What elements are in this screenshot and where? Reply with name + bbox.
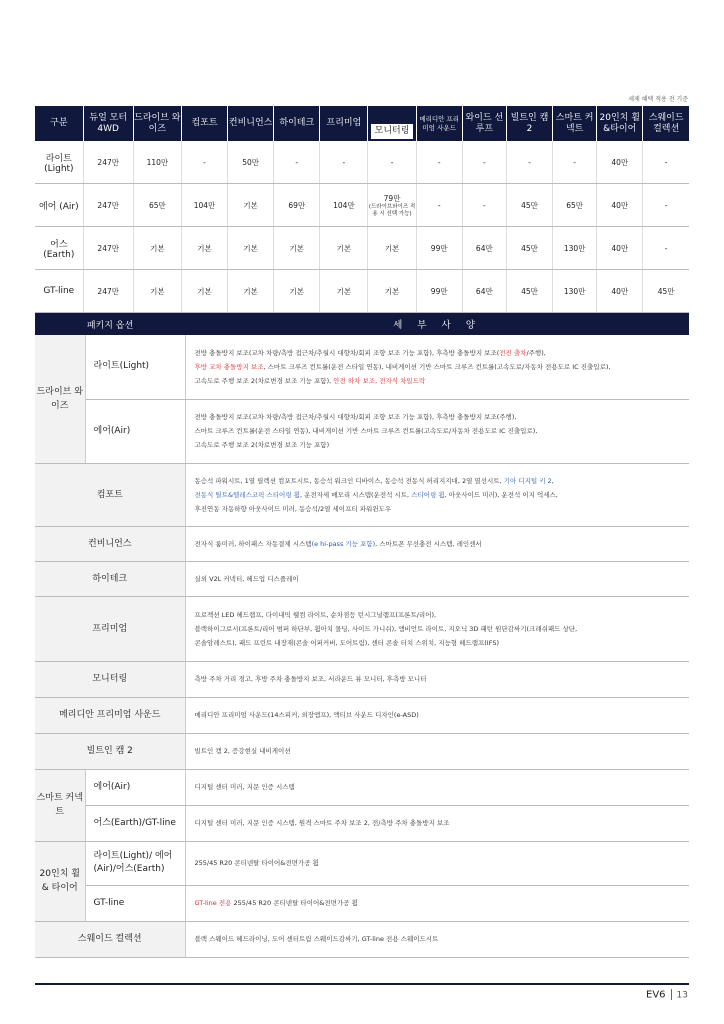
price-cell: 기본 <box>133 227 181 270</box>
price-cell: 기본 <box>133 270 181 313</box>
price-cell: 130만 <box>553 227 597 270</box>
desc-line: 고속도로 주행 보조 2(차로변경 보조 기능 포함) <box>194 441 330 449</box>
desc-line: 후진연동 자동하향 아웃사이드 미러, 동승석/2열 세이프티 파워윈도우 <box>194 504 392 513</box>
desc-line: 전동식 틸트&텔레스코픽 스티어링 휠, 운전자세 메모리 시스템(운전석 시트, 스티어링 휠, 아웃사이드 미러), 운전석 이지 억세스, <box>194 490 558 499</box>
hightech-desc: 실외 V2L 커넥터, 헤드업 디스플레이 <box>185 561 689 596</box>
price-cell: 기본 <box>274 227 320 270</box>
trim-name: 에어 (Air) <box>35 184 83 227</box>
spec-table <box>35 313 689 958</box>
comfort-desc <box>185 463 689 526</box>
price-cell: - <box>553 141 597 184</box>
header-package: 패키지 옵션 <box>35 313 185 335</box>
footer-separator <box>671 989 672 1000</box>
price-cell: 64만 <box>462 227 506 270</box>
drivewise-air-desc <box>185 399 689 463</box>
header-category: 구분 <box>35 106 83 141</box>
price-cell: 45만 <box>643 270 689 313</box>
spec-row-builtincam <box>35 733 689 769</box>
header-convenience: 컨비니언스 <box>228 106 274 141</box>
tax-note: 세제 혜택 적용 전 기준 <box>628 96 688 103</box>
spec-row-comfort <box>35 463 689 526</box>
smartconnect-earth-desc: 디지털 센터 미러, 지문 인증 시스템, 원격 스마트 주차 보조 2, 전/측방 주차 충돌방지 보조 <box>185 805 689 841</box>
price-cell: 기본 <box>368 227 416 270</box>
wheel-desc-1: 255/45 R20 콘티넨탈 타이어&전면가공 휠 <box>185 841 689 885</box>
package-comfort: 컴포트 <box>35 463 185 526</box>
price-value: 79만 <box>383 193 401 203</box>
package-drivewise: 드라이브 와이즈 <box>35 335 85 463</box>
price-row-light <box>35 141 689 184</box>
desc-line: 프로젝션 LED 헤드램프, 다이내믹 웰컴 라이트, 순차점등 턴시그널램프(프론트/리어), <box>194 610 437 619</box>
price-cell: - <box>506 141 552 184</box>
package-smartconnect: 스마트 커넥트 <box>35 769 85 841</box>
trim-air: 에어(Air) <box>85 769 185 805</box>
price-table <box>35 106 689 313</box>
price-cell: - <box>368 141 416 184</box>
spec-row-wheel-2 <box>35 885 689 921</box>
price-cell: 99만 <box>416 270 462 313</box>
footer <box>646 989 688 1001</box>
trim-light: 라이트(Light) <box>85 335 185 399</box>
trim-name: 라이트 (Light) <box>35 141 83 184</box>
header-wheel: 20인치 휠&타이어 <box>597 106 643 141</box>
drivewise-light-desc <box>185 335 689 399</box>
spec-row-drivewise-air <box>35 399 689 463</box>
price-cell-monitoring <box>368 184 416 227</box>
spec-row-smartconnect-earth <box>35 805 689 841</box>
trim-air: 에어(Air) <box>85 399 185 463</box>
suede-desc: 블랙 스웨이드 헤드라이닝, 도어 센터트림 스웨이드감싸기, GT-line 전용 스웨이드시트 <box>185 921 689 957</box>
package-meridian: 메리디안 프리미엄 사운드 <box>35 697 185 733</box>
price-cell: 기본 <box>228 227 274 270</box>
price-cell: 104만 <box>181 184 227 227</box>
package-premium: 프리미엄 <box>35 596 185 661</box>
wheel-desc-2: GT-line 전용 255/45 R20 콘티넨탈 타이어&전면가공 휠 <box>185 885 689 921</box>
price-cell: 40만 <box>597 141 643 184</box>
header-builtin-cam: 빌트인 캠 2 <box>506 106 552 141</box>
spec-row-monitoring <box>35 661 689 697</box>
price-cell: - <box>181 141 227 184</box>
package-monitoring: 모니터링 <box>35 661 185 697</box>
header-suede: 스웨이드 컬렉션 <box>643 106 689 141</box>
price-cell: 130만 <box>553 270 597 313</box>
price-cell: - <box>462 141 506 184</box>
price-cell: 110만 <box>133 141 181 184</box>
price-cell: 247만 <box>83 227 133 270</box>
desc-line: 고속도로 주행 보조 2(차로변경 보조 기능 포함), 안전 하차 보조, 전자식 차일드락 <box>194 376 426 385</box>
price-cell: 기본 <box>181 227 227 270</box>
price-cell: 69만 <box>274 184 320 227</box>
header-meridian: 메리디안 프리미엄 사운드 <box>416 106 462 141</box>
desc-line: 전방 충돌방지 보조(교차 차량/측방 접근차/추월시 대향차/회피 조향 보조 기능 포함), 후측방 충돌방지 보조(주행), <box>194 413 517 421</box>
price-cell: 65만 <box>553 184 597 227</box>
spec-row-convenience <box>35 526 689 561</box>
spec-row-suede <box>35 921 689 957</box>
trim-light-air-earth: 라이트(Light)/ 에어(Air)/어스(Earth) <box>85 841 185 885</box>
price-cell: 247만 <box>83 184 133 227</box>
price-cell: - <box>416 141 462 184</box>
price-cell: 99만 <box>416 227 462 270</box>
price-row-gtline <box>35 270 689 313</box>
price-header-row <box>35 106 689 141</box>
header-drivewise: 드라이브 와이즈 <box>133 106 181 141</box>
spec-row-smartconnect-air <box>35 769 689 805</box>
desc-line: 블랙하이그로시(프론트/리어 범퍼 하단부, 휠아치 몰딩, 사이드 가니쉬), 앰비언트 라이트, 지오닉 3D 패턴 원단감싸기(크래쉬패드 상단, <box>194 624 578 633</box>
desc-line: 전방 충돌방지 보조(교차 차량/측방 접근차/추월시 대향차/회피 조향 보조 기능 포함), 후측방 충돌방지 보조(전진 출차/주행), <box>194 348 546 357</box>
header-sunroof: 와이드 선루프 <box>462 106 506 141</box>
price-cell: - <box>320 141 368 184</box>
desc-line: 후방 교차 충돌방지 보조, 스마트 크루즈 컨트롤(운전 스타일 연동), 내비게이션 기반 스마트 크루즈 컨트롤(고속도로/자동차 전용도로 IC 진출입로), <box>194 362 611 371</box>
price-cell: 기본 <box>274 270 320 313</box>
price-cell: - <box>643 141 689 184</box>
price-cell: 기본 <box>181 270 227 313</box>
price-cell: 104만 <box>320 184 368 227</box>
convenience-desc: 전자식 룸미러, 하이패스 자동결제 시스템(e hi-pass 기능 포함), 스마트폰 무선충전 시스템, 레인센서 <box>185 526 689 561</box>
meridian-desc: 메리디안 프리미엄 사운드(14스피커, 외장앰프), 액티브 사운드 디자인(e-ASD) <box>185 697 689 733</box>
price-cell: 40만 <box>597 227 643 270</box>
header-dual-motor: 듀얼 모터 4WD <box>83 106 133 141</box>
package-suede: 스웨이드 컬렉션 <box>35 921 185 957</box>
trim-name: GT-line <box>35 270 83 313</box>
monitoring-desc: 측방 주차 거리 경고, 후방 주차 충돌방지 보조, 서라운드 뷰 모니터, 후측방 모니터 <box>185 661 689 697</box>
price-cell: 40만 <box>597 184 643 227</box>
premium-desc <box>185 596 689 661</box>
price-cell: 45만 <box>506 270 552 313</box>
page-number: 13 <box>676 990 688 1001</box>
spec-row-drivewise-light <box>35 335 689 399</box>
price-cell: 기본 <box>320 270 368 313</box>
spec-row-wheel-1 <box>35 841 689 885</box>
header-hightech: 하이테크 <box>274 106 320 141</box>
price-row-air <box>35 184 689 227</box>
trim-gtline: GT-line <box>85 885 185 921</box>
price-cell: 45만 <box>506 227 552 270</box>
price-cell: 247만 <box>83 141 133 184</box>
header-monitoring: 모니터링 <box>368 106 416 141</box>
header-premium: 프리미엄 <box>320 106 368 141</box>
price-cell: 기본 <box>228 270 274 313</box>
package-builtincam: 빌트인 캠 2 <box>35 733 185 769</box>
price-cell: 65만 <box>133 184 181 227</box>
price-cell: - <box>274 141 320 184</box>
trim-earth-gtline: 어스(Earth)/GT-line <box>85 805 185 841</box>
price-cell: 40만 <box>597 270 643 313</box>
package-wheel: 20인치 휠 & 타이어 <box>35 841 85 921</box>
price-cell: 기본 <box>320 227 368 270</box>
spec-row-hightech <box>35 561 689 596</box>
price-cell: - <box>643 184 689 227</box>
header-comfort: 컴포트 <box>181 106 227 141</box>
desc-line: 콘솔암레스트), 패드 프린트 내장재(콘솔 어퍼커버, 도어트림), 센터 콘솔 터치 스위치, 지능형 헤드램프(IFS) <box>194 638 499 647</box>
price-cell: 45만 <box>506 184 552 227</box>
footer-divider <box>35 983 689 985</box>
price-cell: 기본 <box>228 184 274 227</box>
spec-row-meridian <box>35 697 689 733</box>
price-cell: 기본 <box>368 270 416 313</box>
price-row-earth <box>35 227 689 270</box>
package-hightech: 하이테크 <box>35 561 185 596</box>
price-cell: 64만 <box>462 270 506 313</box>
price-cell: 50만 <box>228 141 274 184</box>
header-detail: 세 부 사 양 <box>185 313 689 335</box>
price-cell: - <box>462 184 506 227</box>
header-smart-connect: 스마트 커넥트 <box>553 106 597 141</box>
price-cell: 247만 <box>83 270 133 313</box>
spec-header-row <box>35 313 689 335</box>
price-cell: - <box>643 227 689 270</box>
price-note: (드라이브와이즈 적용 시 선택 가능) <box>368 203 416 217</box>
package-convenience: 컨비니언스 <box>35 526 185 561</box>
spec-row-premium <box>35 596 689 661</box>
brand-name: EV6 <box>646 989 666 1001</box>
builtincam-desc: 빌트인 캠 2, 증강현실 내비게이션 <box>185 733 689 769</box>
smartconnect-air-desc: 디지털 센터 미러, 지문 인증 시스템 <box>185 769 689 805</box>
trim-name: 어스 (Earth) <box>35 227 83 270</box>
desc-line: 스마트 크루즈 컨트롤(운전 스타일 연동), 내비게이션 기반 스마트 크루즈 컨트롤(고속도로/자동차 전용도로 IC 진출입로), <box>194 427 538 435</box>
price-cell: - <box>416 184 462 227</box>
desc-line: 동승석 파워시트, 1열 릴렉션 컴포트시트, 동승석 워크인 디바이스, 동승석 전동식 허리지지대, 2열 열선시트, 기아 디지털 키 2, <box>194 476 554 485</box>
